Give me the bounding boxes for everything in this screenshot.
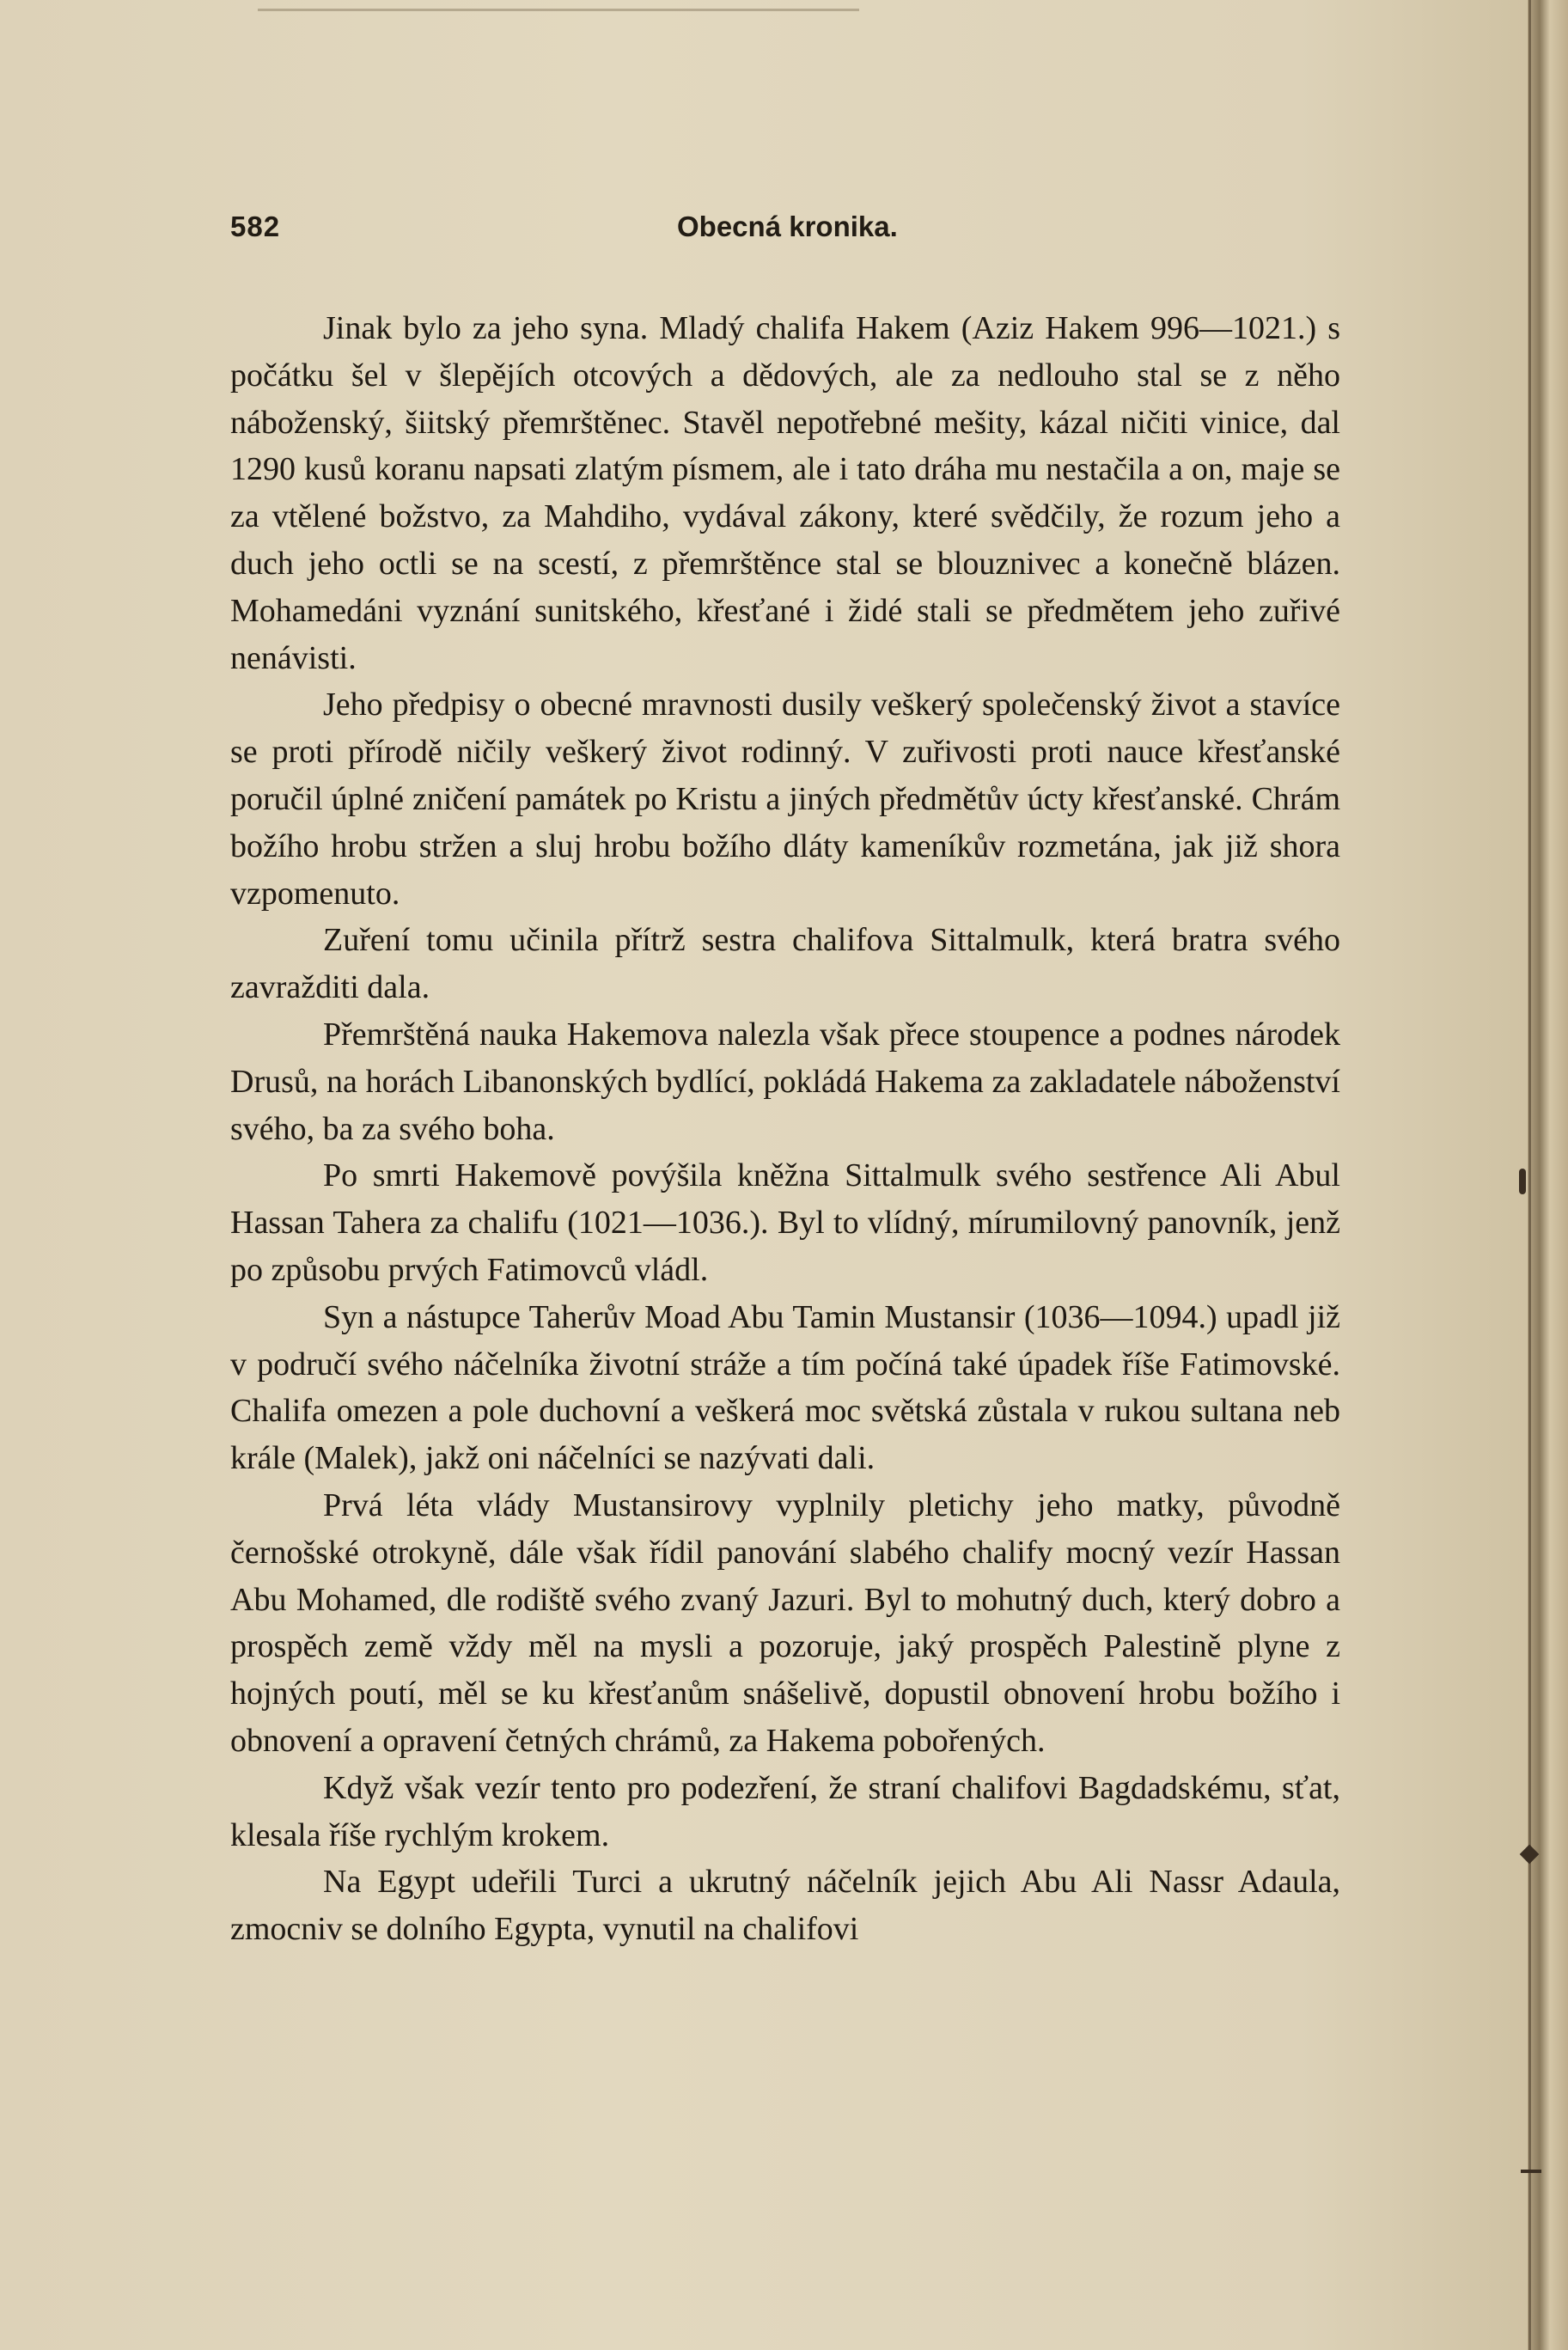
paragraph-1: Jinak bylo za jeho syna. Mladý chalifa Hakem (Aziz Hakem 996—1021.) s počátku šel v šlepějích otcových a dědových, ale za nedlouho stal se z něho náboženský, šiitský přemrštěnec. Stavěl nepotřebné mešity, kázal ničiti vinice, dal 1290 kusů koranu napsati zlatým písmem, ale i tato dráha mu nestačila a on, maje se za vtělené božstvo, za Mahdiho, vydával zákony, které svědčily, že rozum jeho a duch jeho octli se na scestí, z přemrštěnce stal se blouznivec a konečně blázen. Mohamedáni vyznání sunitského, křesťané i židé stali se předmětem jeho zuřivé nenávisti. [230, 310, 1340, 676]
paragraph-5: Po smrti Hakemově povýšila kněžna Sittalmulk svého sestřence Ali Abul Hassan Tahera za chalifu (1021—1036.). Byl to vlídný, mírumilovný panovník, jenž po způsobu prvých Fatimovců vládl. [230, 1157, 1340, 1288]
paragraph-3: Zuření tomu učinila přítrž sestra chalifova Sittalmulk, která bratra svého zavražditi dala. [230, 922, 1340, 1006]
paragraph-4: Přemrštěná nauka Hakemova nalezla však přece stoupence a podnes národek Drusů, na horách Libanonských bydlící, pokládá Hakema za zakladatele náboženství svého, ba za svého boha. [230, 1016, 1340, 1147]
paragraph-9: Na Egypt udeřili Turci a ukrutný náčelník jejich Abu Ali Nassr Adaula, zmocniv se dolního Egypta, vynutil na chalifovi [230, 1864, 1340, 1948]
paragraph-6: Syn a nástupce Taherův Moad Abu Tamin Mustansir (1036—1094.) upadl již v područí svého náčelníka životní stráže a tím počíná také úpadek říše Fatimovské. Chalifa omezen a pole duchovní a veškerá moc světská zůstala v rukou sultana neb krále (Malek), jakž oni náčelníci se nazývati dali. [230, 1298, 1340, 1477]
running-title: Obecná kronika. [677, 211, 898, 242]
page-top-rule [258, 9, 859, 11]
page-header [230, 211, 1340, 253]
page-gutter-line [1528, 0, 1531, 2350]
body-text [230, 305, 1340, 1953]
margin-mark-3 [1521, 2170, 1541, 2173]
book-spine-edge [1528, 0, 1568, 2350]
margin-mark-1 [1519, 1169, 1526, 1194]
paragraph-7: Prvá léta vlády Mustansirovy vyplnily pletichy jeho matky, původně černošské otrokyně, dále však řídil panování slabého chalify mocný vezír Hassan Abu Mohamed, dle rodiště svého zvaný Jazuri. Byl to mohutný duch, který dobro a prospěch země vždy měl na mysli a pozoruje, jaký prospěch Palestině plyne z hojných poutí, měl se ku křesťanům snášelivě, dopustil obnovení hrobu božího i obnovení a opravení četných chrámů, za Hakema pobořených. [230, 1486, 1340, 1759]
page-number: 582 [230, 211, 281, 242]
paragraph-2: Jeho předpisy o obecné mravnosti dusily veškerý společenský život a stavíce se proti přírodě ničily veškerý život rodinný. V zuřivosti proti nauce křesťanské poručil úplné zničení památek po Kristu a jiných předmětův úcty křesťanské. Chrám božího hrobu stržen a sluj hrobu božího dláty kameníkův rozmetána, jak již shora vzpomenuto. [230, 687, 1340, 912]
paragraph-8: Když však vezír tento pro podezření, že straní chalifovi Bagdadskému, sťat, klesala říše rychlým krokem. [230, 1769, 1340, 1853]
